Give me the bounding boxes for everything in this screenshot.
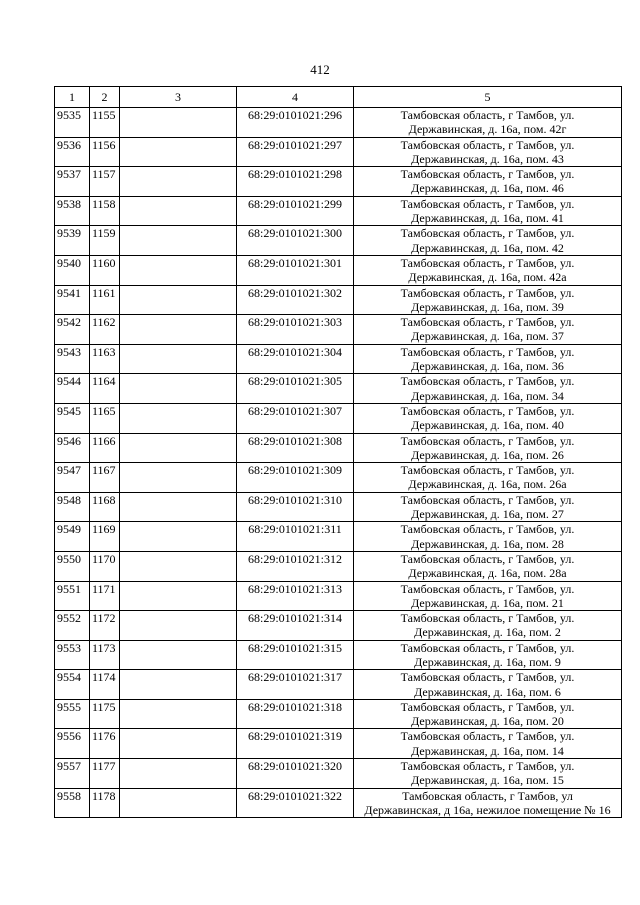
cadastral-number-cell: 68:29:0101021:298 [237, 167, 354, 197]
empty-cell [120, 403, 237, 433]
ordinal-cell: 1156 [90, 137, 120, 167]
address-cell [354, 640, 622, 670]
ordinal-cell: 1171 [90, 581, 120, 611]
empty-cell [120, 226, 237, 256]
address-line-1: Тамбовская область, г Тамбов, ул. [400, 463, 575, 478]
ordinal-cell: 1164 [90, 374, 120, 404]
address-line-1: Тамбовская область, г Тамбов, ул [402, 788, 573, 803]
address-line-2: Державинская, д. 16а, пом. 15 [411, 773, 564, 788]
empty-cell [120, 759, 237, 789]
address-line-1: Тамбовская область, г Тамбов, ул. [400, 226, 575, 241]
address-line-2: Державинская, д. 16а, пом. 9 [414, 654, 561, 669]
empty-cell [120, 670, 237, 700]
ordinal-cell: 1173 [90, 640, 120, 670]
row-number-cell: 9558 [55, 788, 90, 818]
address-cell [354, 255, 622, 285]
address-line-2: Державинская, д. 16а, пом. 27 [411, 507, 564, 522]
cadastral-number-cell: 68:29:0101021:318 [237, 699, 354, 729]
cadastral-number-cell: 68:29:0101021:310 [237, 492, 354, 522]
empty-cell [120, 196, 237, 226]
address-line-2: Державинская, д. 16а, пом. 21 [411, 595, 564, 610]
address-line-2: Державинская, д. 16а, пом. 46 [411, 181, 564, 196]
cadastral-number-cell: 68:29:0101021:317 [237, 670, 354, 700]
address-line-1: Тамбовская область, г Тамбов, ул. [400, 108, 575, 122]
ordinal-cell: 1163 [90, 344, 120, 374]
table-row [55, 226, 622, 256]
address-cell [354, 285, 622, 315]
address-line-2: Державинская, д. 16а, пом. 20 [411, 714, 564, 729]
cadastral-number-cell: 68:29:0101021:319 [237, 729, 354, 759]
address-line-1: Тамбовская область, г Тамбов, ул. [400, 403, 575, 418]
address-line-1: Тамбовская область, г Тамбов, ул. [400, 699, 575, 714]
address-line-2: Державинская, д. 16а, пом. 34 [411, 388, 564, 403]
address-line-1: Тамбовская область, г Тамбов, ул. [400, 196, 575, 211]
table-row [55, 759, 622, 789]
empty-cell [120, 492, 237, 522]
address-line-2: Державинская, д. 16а, пом. 36 [411, 359, 564, 374]
table-row [55, 788, 622, 818]
cadastral-number-cell: 68:29:0101021:309 [237, 463, 354, 493]
cadastral-number-cell: 68:29:0101021:311 [237, 522, 354, 552]
empty-cell [120, 255, 237, 285]
address-line-2: Державинская, д. 16а, пом. 42 [411, 240, 564, 255]
address-line-1: Тамбовская область, г Тамбов, ул. [400, 344, 575, 359]
row-number-cell: 9556 [55, 729, 90, 759]
address-line-1: Тамбовская область, г Тамбов, ул. [400, 522, 575, 537]
address-line-1: Тамбовская область, г Тамбов, ул. [400, 759, 575, 774]
ordinal-cell: 1176 [90, 729, 120, 759]
row-number-cell: 9541 [55, 285, 90, 315]
address-line-1: Тамбовская область, г Тамбов, ул. [400, 285, 575, 300]
table-row [55, 551, 622, 581]
row-number-cell: 9545 [55, 403, 90, 433]
empty-cell [120, 788, 237, 818]
empty-cell [120, 463, 237, 493]
page-number: 412 [310, 62, 330, 77]
address-line-1: Тамбовская область, г Тамбов, ул. [400, 581, 575, 596]
cadastral-number-cell: 68:29:0101021:302 [237, 285, 354, 315]
cadastral-number-cell: 68:29:0101021:312 [237, 551, 354, 581]
address-cell [354, 196, 622, 226]
address-cell [354, 611, 622, 641]
row-number-cell: 9551 [55, 581, 90, 611]
address-cell [354, 581, 622, 611]
row-number-cell: 9546 [55, 433, 90, 463]
ordinal-cell: 1172 [90, 611, 120, 641]
empty-cell [120, 433, 237, 463]
row-number-cell: 9548 [55, 492, 90, 522]
column-header-4: 4 [237, 87, 354, 108]
table-row [55, 403, 622, 433]
table-row [55, 108, 622, 138]
cadastral-number-cell: 68:29:0101021:322 [237, 788, 354, 818]
address-line-2: Державинская, д. 16а, пом. 42г [408, 122, 567, 137]
row-number-cell: 9539 [55, 226, 90, 256]
empty-cell [120, 611, 237, 641]
ordinal-cell: 1162 [90, 315, 120, 345]
ordinal-cell: 1161 [90, 285, 120, 315]
address-cell [354, 108, 622, 138]
column-header-5: 5 [354, 87, 622, 108]
address-line-1: Тамбовская область, г Тамбов, ул. [400, 137, 575, 152]
table-row [55, 315, 622, 345]
ordinal-cell: 1168 [90, 492, 120, 522]
address-cell [354, 699, 622, 729]
row-number-cell: 9540 [55, 255, 90, 285]
address-line-1: Тамбовская область, г Тамбов, ул. [400, 167, 575, 182]
row-number-cell: 9555 [55, 699, 90, 729]
cadastral-number-cell: 68:29:0101021:301 [237, 255, 354, 285]
row-number-cell: 9552 [55, 611, 90, 641]
address-line-1: Тамбовская область, г Тамбов, ул. [400, 729, 575, 744]
row-number-cell: 9557 [55, 759, 90, 789]
cadastral-number-cell: 68:29:0101021:297 [237, 137, 354, 167]
address-line-1: Тамбовская область, г Тамбов, ул. [400, 374, 575, 389]
ordinal-cell: 1166 [90, 433, 120, 463]
cadastral-number-cell: 68:29:0101021:308 [237, 433, 354, 463]
address-line-2: Державинская, д. 16а, пом. 42а [408, 270, 567, 285]
empty-cell [120, 108, 237, 138]
row-number-cell: 9547 [55, 463, 90, 493]
address-cell [354, 551, 622, 581]
empty-cell [120, 374, 237, 404]
empty-cell [120, 640, 237, 670]
row-number-cell: 9538 [55, 196, 90, 226]
address-cell [354, 729, 622, 759]
ordinal-cell: 1155 [90, 108, 120, 138]
ordinal-cell: 1167 [90, 463, 120, 493]
cadastral-number-cell: 68:29:0101021:315 [237, 640, 354, 670]
address-line-2: Державинская, д. 16а, пом. 41 [411, 211, 564, 226]
row-number-cell: 9537 [55, 167, 90, 197]
ordinal-cell: 1169 [90, 522, 120, 552]
empty-cell [120, 137, 237, 167]
address-line-2: Державинская, д. 16а, пом. 26а [408, 477, 567, 492]
address-line-2: Державинская, д. 16а, пом. 14 [411, 743, 564, 758]
ordinal-cell: 1165 [90, 403, 120, 433]
cadastral-number-cell: 68:29:0101021:320 [237, 759, 354, 789]
row-number-cell: 9550 [55, 551, 90, 581]
address-cell [354, 759, 622, 789]
address-cell [354, 433, 622, 463]
ordinal-cell: 1158 [90, 196, 120, 226]
table-row [55, 196, 622, 226]
table-row [55, 729, 622, 759]
empty-cell [120, 285, 237, 315]
address-cell [354, 463, 622, 493]
empty-cell [120, 551, 237, 581]
address-cell [354, 522, 622, 552]
cadastral-number-cell: 68:29:0101021:307 [237, 403, 354, 433]
address-line-1: Тамбовская область, г Тамбов, ул. [400, 433, 575, 448]
table-row [55, 670, 622, 700]
header-row [55, 87, 622, 108]
ordinal-cell: 1174 [90, 670, 120, 700]
address-line-2: Державинская, д. 16а, пом. 26 [411, 447, 564, 462]
address-line-2: Державинская, д. 16а, пом. 28а [408, 566, 567, 581]
column-header-1: 1 [55, 87, 90, 108]
address-line-1: Тамбовская область, г Тамбов, ул. [400, 492, 575, 507]
table-row [55, 522, 622, 552]
empty-cell [120, 522, 237, 552]
address-cell [354, 492, 622, 522]
row-number-cell: 9543 [55, 344, 90, 374]
column-header-2: 2 [90, 87, 120, 108]
cadastral-number-cell: 68:29:0101021:303 [237, 315, 354, 345]
ordinal-cell: 1160 [90, 255, 120, 285]
ordinal-cell: 1175 [90, 699, 120, 729]
address-line-1: Тамбовская область, г Тамбов, ул. [400, 670, 575, 685]
ordinal-cell: 1159 [90, 226, 120, 256]
address-cell [354, 788, 622, 818]
address-line-2: Державинская, д. 16а, пом. 2 [414, 625, 561, 640]
cadastral-number-cell: 68:29:0101021:296 [237, 108, 354, 138]
address-line-2: Державинская, д. 16а, пом. 39 [411, 299, 564, 314]
address-cell [354, 315, 622, 345]
table-row [55, 492, 622, 522]
table-row [55, 167, 622, 197]
empty-cell [120, 581, 237, 611]
cadastral-number-cell: 68:29:0101021:299 [237, 196, 354, 226]
address-line-2: Державинская, д 16а, нежилое помещение № 16 [364, 802, 611, 817]
row-number-cell: 9549 [55, 522, 90, 552]
row-number-cell: 9535 [55, 108, 90, 138]
address-cell [354, 226, 622, 256]
row-number-cell: 9544 [55, 374, 90, 404]
address-cell [354, 167, 622, 197]
table-row [55, 640, 622, 670]
address-cell [354, 670, 622, 700]
cadastral-number-cell: 68:29:0101021:304 [237, 344, 354, 374]
column-header-3: 3 [120, 87, 237, 108]
registry-table [54, 86, 622, 818]
address-line-2: Державинская, д. 16а, пом. 28 [411, 536, 564, 551]
ordinal-cell: 1177 [90, 759, 120, 789]
empty-cell [120, 167, 237, 197]
address-cell [354, 403, 622, 433]
table-row [55, 463, 622, 493]
address-line-1: Тамбовская область, г Тамбов, ул. [400, 611, 575, 626]
cadastral-number-cell: 68:29:0101021:313 [237, 581, 354, 611]
address-line-2: Державинская, д. 16а, пом. 40 [411, 418, 564, 433]
cadastral-number-cell: 68:29:0101021:300 [237, 226, 354, 256]
table-row [55, 374, 622, 404]
cadastral-number-cell: 68:29:0101021:314 [237, 611, 354, 641]
cadastral-number-cell: 68:29:0101021:305 [237, 374, 354, 404]
address-line-1: Тамбовская область, г Тамбов, ул. [400, 315, 575, 330]
ordinal-cell: 1157 [90, 167, 120, 197]
address-line-2: Державинская, д. 16а, пом. 6 [414, 684, 561, 699]
address-cell [354, 374, 622, 404]
ordinal-cell: 1178 [90, 788, 120, 818]
row-number-cell: 9554 [55, 670, 90, 700]
empty-cell [120, 729, 237, 759]
address-line-2: Державинская, д. 16а, пом. 37 [411, 329, 564, 344]
table-row [55, 344, 622, 374]
row-number-cell: 9536 [55, 137, 90, 167]
ordinal-cell: 1170 [90, 551, 120, 581]
table-row [55, 433, 622, 463]
empty-cell [120, 344, 237, 374]
address-line-1: Тамбовская область, г Тамбов, ул. [400, 255, 575, 270]
row-number-cell: 9553 [55, 640, 90, 670]
row-number-cell: 9542 [55, 315, 90, 345]
table-row [55, 255, 622, 285]
table-row [55, 611, 622, 641]
table-row [55, 285, 622, 315]
empty-cell [120, 315, 237, 345]
empty-cell [120, 699, 237, 729]
table-row [55, 699, 622, 729]
address-line-1: Тамбовская область, г Тамбов, ул. [400, 640, 575, 655]
table-row [55, 581, 622, 611]
table-row [55, 137, 622, 167]
address-line-2: Державинская, д. 16а, пом. 43 [411, 151, 564, 166]
address-line-1: Тамбовская область, г Тамбов, ул. [400, 551, 575, 566]
address-cell [354, 344, 622, 374]
address-cell [354, 137, 622, 167]
